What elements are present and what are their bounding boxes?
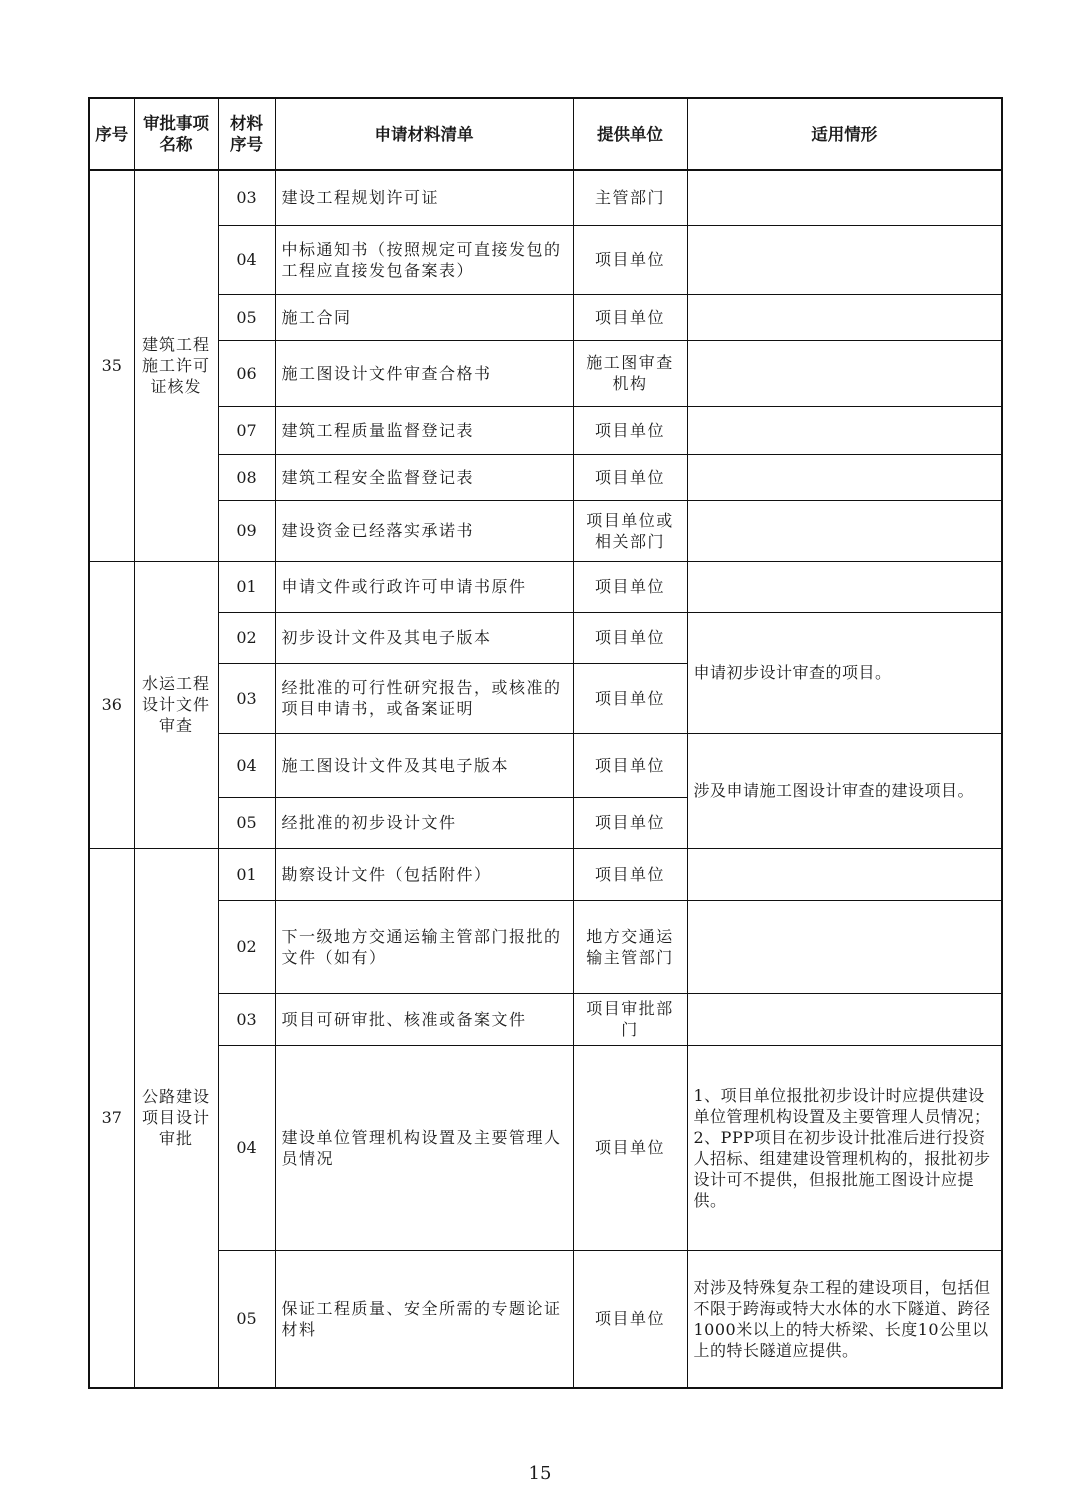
situation-cell bbox=[687, 454, 1002, 500]
table-row bbox=[89, 1250, 1002, 1388]
provider: 主管部门 bbox=[573, 170, 687, 225]
material-no: 09 bbox=[218, 500, 275, 561]
material-name: 建设单位管理机构设置及主要管理人员情况 bbox=[275, 1045, 573, 1250]
table-row bbox=[89, 733, 1002, 797]
provider: 项目单位 bbox=[573, 454, 687, 500]
material-name: 经批准的可行性研究报告，或核准的项目申请书，或备案证明 bbox=[275, 663, 573, 733]
material-name: 保证工程质量、安全所需的专题论证材料 bbox=[275, 1250, 573, 1388]
header-material-seq: 材料序号 bbox=[218, 98, 275, 170]
provider: 项目单位或相关部门 bbox=[573, 500, 687, 561]
provider: 项目单位 bbox=[573, 294, 687, 340]
table-row bbox=[89, 294, 1002, 340]
provider: 项目单位 bbox=[573, 663, 687, 733]
provider: 项目单位 bbox=[573, 561, 687, 612]
material-name: 建筑工程质量监督登记表 bbox=[275, 406, 573, 454]
situation-cell bbox=[687, 340, 1002, 406]
table-row bbox=[89, 225, 1002, 294]
provider: 项目单位 bbox=[573, 848, 687, 900]
material-no: 06 bbox=[218, 340, 275, 406]
material-name: 建筑工程安全监督登记表 bbox=[275, 454, 573, 500]
header-item-name: 审批事项名称 bbox=[134, 98, 218, 170]
material-no: 03 bbox=[218, 170, 275, 225]
table-row bbox=[89, 900, 1002, 993]
material-no: 03 bbox=[218, 663, 275, 733]
situation-cell: 对涉及特殊复杂工程的建设项目，包括但不限于跨海或特大水体的水下隧道、跨径1000米以上的特大桥梁、长度10公里以上的特长隧道应提供。 bbox=[687, 1250, 1002, 1388]
material-name: 建设工程规划许可证 bbox=[275, 170, 573, 225]
situation-cell: 1、项目单位报批初步设计时应提供建设单位管理机构设置及主要管理人员情况；2、PPP项目在初步设计批准后进行投资人招标、组建建设管理机构的，报批初步设计可不提供，但报批施工图设计应提供。 bbox=[687, 1045, 1002, 1250]
material-no: 04 bbox=[218, 1045, 275, 1250]
provider: 地方交通运输主管部门 bbox=[573, 900, 687, 993]
group-item-name: 水运工程设计文件审查 bbox=[134, 561, 218, 848]
situation-cell: 涉及申请施工图设计审查的建设项目。 bbox=[687, 733, 1002, 848]
material-name: 建设资金已经落实承诺书 bbox=[275, 500, 573, 561]
material-name: 勘察设计文件（包括附件） bbox=[275, 848, 573, 900]
table-row bbox=[89, 1045, 1002, 1250]
group-seq: 37 bbox=[89, 848, 134, 1388]
header-situation: 适用情形 bbox=[687, 98, 1002, 170]
material-name: 申请文件或行政许可申请书原件 bbox=[275, 561, 573, 612]
header-row bbox=[89, 98, 1002, 170]
material-no: 02 bbox=[218, 612, 275, 663]
group-item-name: 公路建设项目设计审批 bbox=[134, 848, 218, 1388]
situation-cell bbox=[687, 993, 1002, 1045]
table-row bbox=[89, 406, 1002, 454]
provider: 项目单位 bbox=[573, 733, 687, 797]
situation-cell bbox=[687, 561, 1002, 612]
material-name: 施工图设计文件及其电子版本 bbox=[275, 733, 573, 797]
page-number: 15 bbox=[528, 1463, 552, 1484]
provider: 项目单位 bbox=[573, 612, 687, 663]
table-row bbox=[89, 848, 1002, 900]
material-name: 经批准的初步设计文件 bbox=[275, 797, 573, 848]
material-no: 07 bbox=[218, 406, 275, 454]
material-name: 初步设计文件及其电子版本 bbox=[275, 612, 573, 663]
material-name: 项目可研审批、核准或备案文件 bbox=[275, 993, 573, 1045]
group-item-name: 建筑工程施工许可证核发 bbox=[134, 170, 218, 561]
material-no: 01 bbox=[218, 848, 275, 900]
provider: 项目审批部门 bbox=[573, 993, 687, 1045]
material-no: 05 bbox=[218, 1250, 275, 1388]
table-row bbox=[89, 561, 1002, 612]
material-no: 08 bbox=[218, 454, 275, 500]
table-row bbox=[89, 500, 1002, 561]
material-name: 中标通知书（按照规定可直接发包的工程应直接发包备案表） bbox=[275, 225, 573, 294]
material-no: 03 bbox=[218, 993, 275, 1045]
provider: 项目单位 bbox=[573, 1045, 687, 1250]
situation-cell bbox=[687, 406, 1002, 454]
table-row bbox=[89, 612, 1002, 663]
material-no: 05 bbox=[218, 294, 275, 340]
material-name: 施工图设计文件审查合格书 bbox=[275, 340, 573, 406]
table-row bbox=[89, 993, 1002, 1045]
material-name: 施工合同 bbox=[275, 294, 573, 340]
situation-cell bbox=[687, 294, 1002, 340]
materials-table bbox=[88, 97, 1003, 1389]
table-row bbox=[89, 340, 1002, 406]
material-no: 05 bbox=[218, 797, 275, 848]
situation-cell: 申请初步设计审查的项目。 bbox=[687, 612, 1002, 733]
header-provider: 提供单位 bbox=[573, 98, 687, 170]
situation-cell bbox=[687, 900, 1002, 993]
material-name: 下一级地方交通运输主管部门报批的文件（如有） bbox=[275, 900, 573, 993]
material-no: 01 bbox=[218, 561, 275, 612]
header-materials: 申请材料清单 bbox=[275, 98, 573, 170]
provider: 项目单位 bbox=[573, 225, 687, 294]
situation-cell bbox=[687, 225, 1002, 294]
situation-cell bbox=[687, 500, 1002, 561]
material-no: 04 bbox=[218, 225, 275, 294]
group-seq: 35 bbox=[89, 170, 134, 561]
group-seq: 36 bbox=[89, 561, 134, 848]
table-row bbox=[89, 170, 1002, 225]
situation-cell bbox=[687, 170, 1002, 225]
material-no: 04 bbox=[218, 733, 275, 797]
situation-cell bbox=[687, 848, 1002, 900]
provider: 施工图审查机构 bbox=[573, 340, 687, 406]
provider: 项目单位 bbox=[573, 406, 687, 454]
provider: 项目单位 bbox=[573, 797, 687, 848]
provider: 项目单位 bbox=[573, 1250, 687, 1388]
header-seq: 序号 bbox=[89, 98, 134, 170]
material-no: 02 bbox=[218, 900, 275, 993]
table-row bbox=[89, 454, 1002, 500]
